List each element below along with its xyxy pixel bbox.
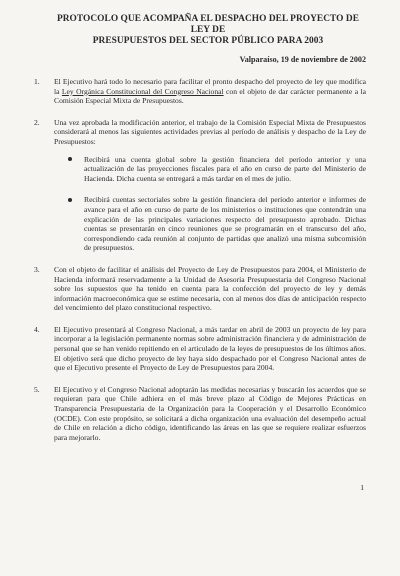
sub-item-1 [84, 155, 366, 184]
protocol-list [34, 77, 366, 442]
item-text: El Ejecutivo y el Congreso Nacional adoptarán las medidas necesarias y buscarán los acuerdos que se requieran para que Chile adhiera en el más breve plazo al Código de Mejores Prácticas en Transparencia Presupuestaria de la Organización para la Cooperación y el Desarrollo Económico (OCDE). Con este propósito, se solicitará a dicha organización una evaluación del desempeño actual de Chile en relación a dicho código, identificando las áreas en las que se requiere realizar esfuerzos para mejorarlo. [54, 384, 366, 442]
item-text-before: El Ejecutivo hará todo lo necesario para facilitar el pronto despacho del proyecto de ley que modifica la [54, 77, 366, 96]
item-text: Una vez aprobada la modificación anterior, el trabajo de la Comisión Especial Mixta de Presupuestos considerará al menos las siguientes actividades previas al período de análisis y despacho de la Ley de Presupuestos: [54, 117, 366, 146]
item-number: 3. [34, 264, 40, 274]
protocol-item-5 [34, 384, 366, 443]
title-line-1: PROTOCOLO QUE ACOMPAÑA EL DESPACHO DEL PROYECTO DE LEY DE [56, 14, 360, 35]
page-number: 1 [360, 483, 364, 492]
item-text: Con el objeto de facilitar el análisis del Proyecto de Ley de Presupuestos para 2004, el Ministerio de Hacienda informará reservadamente a la Unidad de Asesoría Presupuestaria del Congreso Nacional sobre los supuestos que ha tenido en cuenta para la confección del proyecto de ley y demás información macroeconómica que se estime necesaria, con al menos dos días de anticipación respecto del vencimiento del plazo constitucional respectivo. [54, 264, 366, 313]
title-line-2: PRESUPUESTOS DEL SECTOR PÚBLICO PARA 2003 [92, 36, 324, 46]
item-number: 2. [34, 117, 40, 127]
sub-item-text: Recibirá cuentas sectoriales sobre la gestión financiera del período anterior e informes de avance para el año en curso de parte de los ministerios o instituciones que contendrán una explicación de las principales variaciones respecto del presupuesto aprobado. Dichas cuentas se presentarán en cinco reuniones que se programarán en el transcurso del año, correspondiendo cada reunión al conjunto de partidas que analizó una misma subcomisión de presupuestos. [84, 195, 366, 253]
protocol-item-1 [34, 77, 366, 106]
item-number: 5. [34, 384, 40, 394]
item-text-underlined: Ley Orgánica Constitucional del Congreso Nacional [61, 86, 224, 96]
bullet-icon [68, 157, 72, 161]
item-number: 4. [34, 324, 40, 334]
item-text: El Ejecutivo presentará al Congreso Nacional, a más tardar en abril de 2003 un proyecto de ley para incorporar a la legislación permanente normas sobre administración financiera y de administración de personal que se han venido repitiendo en el articulado de la leyes de presupuestos de los últimos años. El objetivo será que dicho proyecto de ley haya sido despachado por el Congreso Nacional antes de que el Ejecutivo presente el Proyecto de Ley de Presupuestos para 2004. [54, 324, 366, 373]
sub-item-text: Recibirá una cuenta global sobre la gestión financiera del período anterior y una actualización de las proyecciones fiscales para el año en curso de parte del Ministerio de Hacienda. Dicha cuenta se entregará a más tardar en el mes de julio. [84, 154, 366, 183]
sub-item-2 [84, 195, 366, 253]
protocol-item-2 [34, 117, 366, 253]
item-number: 1. [34, 77, 40, 86]
sub-list [54, 155, 366, 253]
bullet-icon [68, 198, 72, 202]
item-text-after: con el objeto de dar carácter permanente a la Comisión Especial Mixta de Presupuestos. [54, 86, 366, 106]
document-title [50, 14, 366, 47]
document-date: Valparaíso, 19 de noviembre de 2002 [239, 55, 366, 64]
protocol-item-4 [34, 324, 366, 373]
protocol-item-3 [34, 264, 366, 313]
